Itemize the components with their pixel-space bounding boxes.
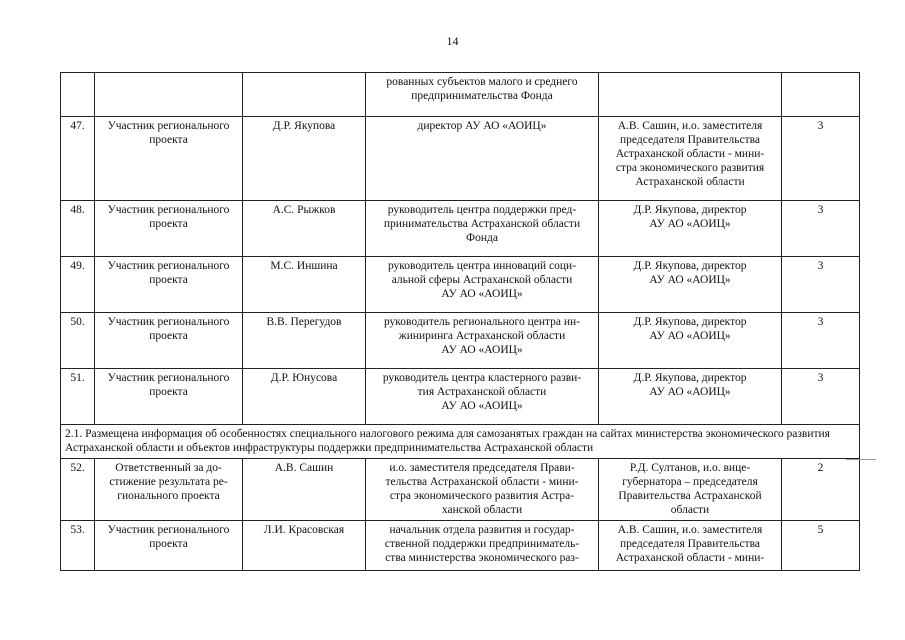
position-cell: руководитель центра инноваций соци- альной сферы Астраханской области АУ АО «АОИЦ»: [366, 257, 599, 313]
role-cell: Ответственный за до- стижение результата ре- гионального проекта: [95, 459, 243, 521]
table-row: [61, 369, 860, 425]
person-name-cell: А.В. Сашин: [243, 459, 366, 521]
person-name-cell: Д.Р. Якупова: [243, 117, 366, 201]
table-row: [61, 117, 860, 201]
supervisor-cell: Д.Р. Якупова, директор АУ АО «АОИЦ»: [599, 369, 782, 425]
table-section: [61, 425, 860, 459]
supervisor-cell: [599, 73, 782, 117]
score-cell: 3: [782, 117, 860, 201]
position-cell: начальник отдела развития и государ- ственной поддержки предприниматель- ства министерства экономического раз-: [366, 521, 599, 571]
staff-table: [60, 72, 860, 571]
person-name-cell: М.С. Иншина: [243, 257, 366, 313]
score-cell: 3: [782, 201, 860, 257]
table-body-bottom: [61, 459, 860, 571]
table-row: [61, 459, 860, 521]
scan-mark: [846, 459, 876, 460]
score-cell: 3: [782, 369, 860, 425]
table-body-top: [61, 73, 860, 425]
row-number: 50.: [61, 313, 95, 369]
row-number: [61, 73, 95, 117]
role-cell: Участник регионального проекта: [95, 117, 243, 201]
supervisor-cell: А.В. Сашин, и.о. заместителя председателя Правительства Астраханской области - мини- стра экономического развития Астраханской области: [599, 117, 782, 201]
position-cell: директор АУ АО «АОИЦ»: [366, 117, 599, 201]
section-heading: 2.1. Размещена информация об особенностях специального налогового режима для самозанятых граждан на сайтах министерства экономического развития Астраханской области и объектов инфраструктуры поддержки предпринимательства Астраханской области: [61, 425, 860, 459]
table-row: [61, 201, 860, 257]
table-row: [61, 73, 860, 117]
person-name-cell: А.С. Рыжков: [243, 201, 366, 257]
row-number: 53.: [61, 521, 95, 571]
position-cell: руководитель центра кластерного разви- тия Астраханской области АУ АО «АОИЦ»: [366, 369, 599, 425]
position-cell: рованных субъектов малого и среднего предпринимательства Фонда: [366, 73, 599, 117]
person-name-cell: [243, 73, 366, 117]
row-number: 51.: [61, 369, 95, 425]
supervisor-cell: Д.Р. Якупова, директор АУ АО «АОИЦ»: [599, 257, 782, 313]
score-cell: 2: [782, 459, 860, 521]
role-cell: Участник регионального проекта: [95, 521, 243, 571]
row-number: 52.: [61, 459, 95, 521]
table-row: [61, 313, 860, 369]
row-number: 48.: [61, 201, 95, 257]
person-name-cell: Л.И. Красовская: [243, 521, 366, 571]
position-cell: руководитель регионального центра ин- жиниринга Астраханской области АУ АО «АОИЦ»: [366, 313, 599, 369]
supervisor-cell: Д.Р. Якупова, директор АУ АО «АОИЦ»: [599, 313, 782, 369]
supervisor-cell: А.В. Сашин, и.о. заместителя председателя Правительства Астраханской области - мини-: [599, 521, 782, 571]
score-cell: [782, 73, 860, 117]
section-row: [61, 425, 860, 459]
table-row: [61, 257, 860, 313]
score-cell: 3: [782, 313, 860, 369]
position-cell: и.о. заместителя председателя Прави- тельства Астраханской области - мини- стра экономического развития Астра- ханской области: [366, 459, 599, 521]
person-name-cell: Д.Р. Юнусова: [243, 369, 366, 425]
row-number: 49.: [61, 257, 95, 313]
page-number: 14: [446, 34, 459, 48]
score-cell: 3: [782, 257, 860, 313]
table-row: [61, 521, 860, 571]
score-cell: 5: [782, 521, 860, 571]
role-cell: Участник регионального проекта: [95, 201, 243, 257]
role-cell: Участник регионального проекта: [95, 257, 243, 313]
role-cell: Участник регионального проекта: [95, 369, 243, 425]
row-number: 47.: [61, 117, 95, 201]
position-cell: руководитель центра поддержки пред- принимательства Астраханской области Фонда: [366, 201, 599, 257]
supervisor-cell: Д.Р. Якупова, директор АУ АО «АОИЦ»: [599, 201, 782, 257]
person-name-cell: В.В. Перегудов: [243, 313, 366, 369]
role-cell: Участник регионального проекта: [95, 313, 243, 369]
role-cell: [95, 73, 243, 117]
supervisor-cell: Р.Д. Султанов, и.о. вице- губернатора – председателя Правительства Астраханской области: [599, 459, 782, 521]
